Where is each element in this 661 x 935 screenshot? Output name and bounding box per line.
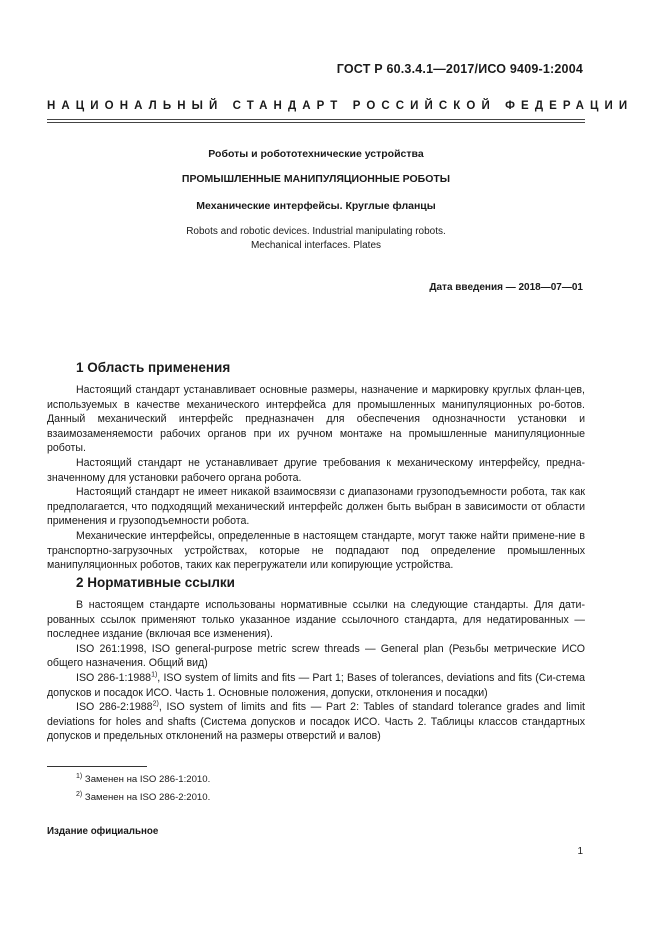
standard-code: ГОСТ Р 60.3.4.1—2017/ИСО 9409-1:2004 <box>336 62 583 76</box>
footnote-mark: 2) <box>152 700 159 708</box>
section1-paragraph: Настоящий стандарт не имеет никакой взаимосвязи с диапазонами грузоподъемности робота, так как предполагается, что подходящий механический интерфейс должен быть выбран в зависимости от области применения и грузоподъемности робота. <box>47 486 585 528</box>
title-main: ПРОМЫШЛЕННЫЕ МАНИПУЛЯЦИОННЫЕ РОБОТЫ <box>181 173 451 185</box>
section1-title: 1 Область применения <box>76 360 231 375</box>
title-sub: Механические интерфейсы. Круглые фланцы <box>196 200 436 212</box>
footnote-1 <box>76 774 210 785</box>
introduction-date: Дата введения — 2018—07—01 <box>429 282 583 293</box>
reference-iso-261: ISO 261:1998, ISO general-purpose metric screw threads — General plan (Резьбы метрические ИСО общего назначения. Общий вид) <box>47 642 585 670</box>
title-english-line1: Robots and robotic devices. Industrial manipulating robots. <box>186 226 446 237</box>
footnote-text: Заменен на ISO 286-2:2010. <box>84 792 211 803</box>
footnote-2 <box>76 792 210 803</box>
reference-code: ISO 286-1:1988 <box>76 671 152 684</box>
title-group: Роботы и робототехнические устройства <box>208 148 424 160</box>
footnote-text: Заменен на ISO 286-1:2010. <box>84 774 211 785</box>
footnote-mark: 1) <box>76 772 83 780</box>
footnote-mark: 1) <box>151 671 158 679</box>
footnote-separator <box>47 766 147 767</box>
footnote-mark: 2) <box>76 790 83 798</box>
section1-paragraph: Механические интерфейсы, определенные в настоящем стандарте, могут также найти примене-ние в транспортно-загрузочных устройствах, которые не подпадают под определение промышленных манипуляционных роботов, таких как перегружатели или копирующие устройства. <box>47 529 585 572</box>
reference-code: ISO 286-2:1988 <box>76 701 153 714</box>
reference-text: , ISO system of limits and fits — Part 2: Tables of standard tolerance grades and limit deviations for holes and shafts (Система допусков и посадок ИСО. Часть 2. Таблицы классов стандартных допусков и предельных отклонений на размеры отверстий и валов) <box>47 701 585 743</box>
header-rule-top <box>47 119 585 120</box>
section2-body <box>47 598 585 744</box>
official-edition-label: Издание официальное <box>47 826 159 837</box>
section1-paragraph: Настоящий стандарт не устанавливает другие требования к механическому интерфейсу, предна-значенному для установки рабочего органа робота. <box>47 456 585 484</box>
reference-iso-286-2 <box>47 700 585 744</box>
reference-text: , ISO system of limits and fits — Part 1; Bases of tolerances, deviations and fits (Си-стема допусков и посадок ИСО. Часть 1. Основные положения, допуски, отклонения и посадки) <box>47 671 585 699</box>
national-standard-banner: НАЦИОНАЛЬНЫЙ СТАНДАРТ РОССИЙСКОЙ ФЕДЕРАЦИИ <box>47 100 634 112</box>
page-number: 1 <box>577 846 583 857</box>
reference-iso-286-1 <box>47 671 585 700</box>
section1-body <box>47 383 585 573</box>
title-english-line2: Mechanical interfaces. Plates <box>250 240 382 251</box>
section2-intro: В настоящем стандарте использованы нормативные ссылки на следующие стандарты. Для дати-рованных ссылок применяют только указанное издание ссылочного стандарта, для недатированных — последнее издание (включая все изменения). <box>47 599 585 641</box>
header-rule-bottom <box>47 122 585 123</box>
section2-title: 2 Нормативные ссылки <box>76 575 235 590</box>
title-english <box>47 225 585 253</box>
section1-paragraph: Настоящий стандарт устанавливает основные размеры, назначение и маркировку круглых флан-цев, используемых в качестве механического интерфейса для промышленных манипуляционных ро-ботов. Данный механический интерфейс предназначен для обеспечения однозначности установки и взаимозаменяемости рабочих органов при их ручном монтаже на промышленные манипуляционные роботы. <box>47 384 585 455</box>
